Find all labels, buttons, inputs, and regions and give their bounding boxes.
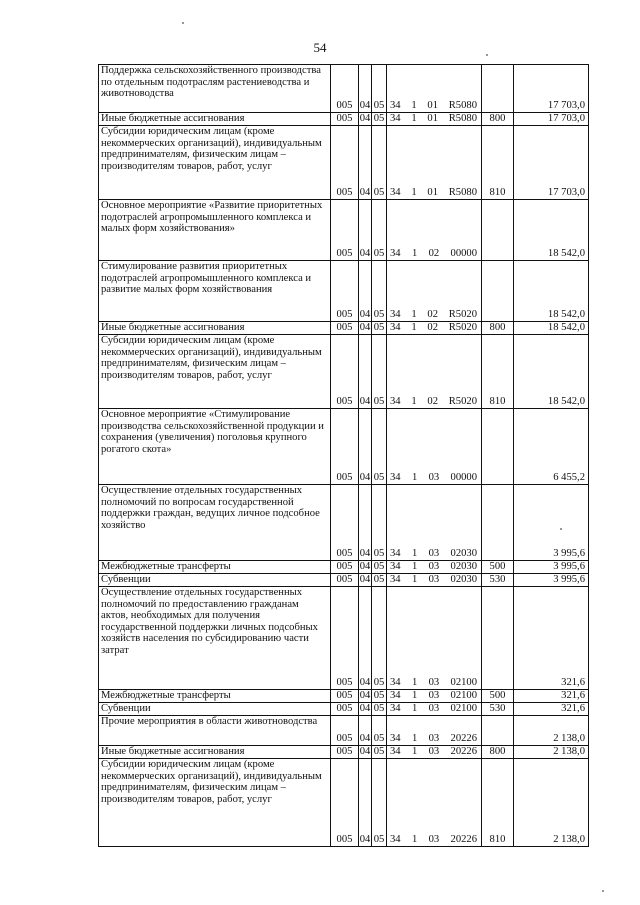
section-code: 04 [359, 587, 372, 690]
table-row [99, 759, 589, 847]
code-part: 34 [390, 746, 401, 758]
table-row [99, 261, 589, 322]
expense-type-code: 500 [482, 561, 514, 574]
code-part: 03 [428, 548, 440, 560]
code-part: 02100 [450, 677, 477, 689]
code-part: 1 [411, 309, 417, 321]
section-code: 04 [359, 261, 372, 322]
subsection-code: 05 [372, 335, 387, 409]
row-name: Осуществление отдельных государственных полномочий по предоставлению гражданам актов, необходимых для получения государственной поддержки личных подсобных хозяйств населения по субсидированию части затрат [99, 587, 331, 690]
table-row [99, 126, 589, 200]
ved-code: 005 [331, 703, 359, 716]
subsection-code: 05 [372, 759, 387, 847]
code-part: 20226 [450, 834, 477, 846]
row-name: Субсидии юридическим лицам (кроме некоммерческих организаций), индивидуальным предпринимателям, физическим лицам – производителям товаров, работ, услуг [99, 759, 331, 847]
code-part: 00000 [450, 472, 477, 484]
code-part: 02 [428, 248, 440, 260]
section-code: 04 [359, 322, 371, 334]
subsection-code: 05 [372, 561, 387, 574]
target-article-parts [389, 187, 479, 199]
ved-code: 005 [331, 716, 359, 746]
code-part: 03 [428, 703, 440, 715]
subsection-code: 05 [372, 200, 387, 261]
subsection-code: 05 [372, 409, 387, 485]
amount: 321,6 [514, 703, 589, 716]
target-article-code [387, 322, 482, 335]
amount: 321,6 [514, 690, 589, 703]
section-code: 04 [359, 65, 372, 113]
code-part: 34 [390, 248, 401, 260]
budget-table [98, 64, 589, 847]
subsection-code: 05 [372, 126, 387, 200]
expense-type-code: 800 [482, 113, 514, 126]
row-name: Осуществление отдельных государственных полномочий по вопросам государственной поддержки граждан, ведущих личное подсобное хозяйство [99, 485, 331, 561]
target-article-parts [389, 113, 479, 125]
target-article-parts [389, 746, 479, 758]
code-part: 1 [411, 677, 418, 689]
table-row [99, 587, 589, 690]
code-part: 34 [390, 100, 401, 112]
subsection-code: 05 [372, 716, 387, 746]
target-article-parts [389, 548, 479, 560]
code-part: 03 [428, 690, 440, 702]
code-part: 02030 [450, 574, 477, 586]
code-part: R5020 [448, 396, 477, 408]
code-part: 34 [390, 472, 401, 484]
expense-type-code: 800 [482, 322, 514, 335]
target-article-code [387, 716, 482, 746]
code-part: 1 [411, 100, 417, 112]
target-article-code [387, 485, 482, 561]
table-row [99, 690, 589, 703]
code-part: 02 [427, 309, 438, 321]
expense-type-code: 530 [482, 574, 514, 587]
amount: 18 542,0 [514, 200, 589, 261]
row-name: Иные бюджетные ассигнования [99, 746, 331, 759]
row-name: Субсидии юридическим лицам (кроме некоммерческих организаций), индивидуальным предпринимателям, физическим лицам – производителям товаров, работ, услуг [99, 335, 331, 409]
target-article-parts [389, 561, 479, 573]
row-name: Поддержка сельскохозяйственного производства по отдельным подотраслям растениеводства и животноводства [99, 65, 331, 113]
subsection-code: 05 [372, 587, 387, 690]
target-article-parts [389, 100, 479, 112]
expense-type-code: 810 [482, 335, 514, 409]
ved-code: 005 [331, 587, 359, 690]
code-part: 03 [428, 746, 440, 758]
amount: 2 138,0 [514, 759, 589, 847]
code-part: 02030 [450, 548, 477, 560]
table-row [99, 322, 589, 335]
ved-code: 005 [331, 113, 359, 126]
expense-type-code: 800 [482, 746, 514, 759]
row-name: Субсидии юридическим лицам (кроме некоммерческих организаций), индивидуальным предпринимателям, физическим лицам – производителям товаров, работ, услуг [99, 126, 331, 200]
code-part: 34 [390, 733, 401, 745]
code-part: 34 [390, 574, 401, 586]
code-part: 34 [390, 113, 401, 125]
code-part: 02100 [450, 703, 477, 715]
target-article-code [387, 574, 482, 587]
code-part: 34 [390, 690, 401, 702]
table-row [99, 746, 589, 759]
table-row [99, 716, 589, 746]
subsection-code: 05 [372, 703, 387, 716]
code-part: 34 [390, 561, 401, 573]
code-part: 03 [428, 677, 440, 689]
expense-type-code: 500 [482, 690, 514, 703]
code-part: 1 [411, 472, 418, 484]
subsection-code: 05 [372, 485, 387, 561]
code-part: 01 [427, 113, 438, 125]
code-part: 02030 [450, 561, 477, 573]
section-code: 04 [359, 716, 372, 746]
code-part: 02100 [450, 690, 477, 702]
row-name: Стимулирование развития приоритетных подотраслей агропромышленного комплекса и развитие малых форм хозяйствования [99, 261, 331, 322]
code-part: 1 [411, 561, 418, 573]
section-code: 04 [359, 485, 372, 561]
code-part: 00000 [450, 248, 477, 260]
target-article-code [387, 746, 482, 759]
row-name: Межбюджетные трансферты [99, 561, 331, 574]
table-row [99, 113, 589, 126]
code-part: 20226 [450, 746, 477, 758]
ved-code: 005 [331, 322, 359, 335]
ved-code: 005 [331, 574, 359, 587]
amount: 17 703,0 [514, 113, 589, 126]
table-row [99, 200, 589, 261]
expense-type-code [482, 200, 514, 261]
code-part: 1 [411, 113, 417, 125]
ved-code: 005 [331, 335, 359, 409]
target-article-parts [389, 309, 479, 321]
code-part: 01 [427, 187, 438, 199]
section-code: 04 [359, 574, 371, 586]
ved-code: 005 [331, 759, 359, 847]
target-article-code [387, 65, 482, 113]
code-part: 34 [390, 309, 401, 321]
code-part: 03 [428, 472, 440, 484]
section-code: 04 [359, 200, 372, 261]
expense-type-code [482, 485, 514, 561]
page-number: 54 [313, 40, 327, 55]
section-code: 04 [359, 409, 372, 485]
target-article-parts [389, 396, 479, 408]
row-name: Межбюджетные трансферты [99, 690, 331, 703]
code-part: 02 [427, 396, 438, 408]
target-article-parts [389, 703, 479, 715]
target-article-code [387, 587, 482, 690]
amount: 17 703,0 [514, 126, 589, 200]
table-row [99, 561, 589, 574]
expense-type-code [482, 65, 514, 113]
row-name: Прочие мероприятия в области животноводства [99, 716, 331, 746]
amount: 2 138,0 [514, 746, 589, 759]
section-code: 04 [359, 113, 371, 125]
row-name: Субвенции [99, 574, 331, 587]
amount: 3 995,6 [514, 574, 589, 587]
ved-code: 005 [331, 561, 359, 574]
row-name: Иные бюджетные ассигнования [99, 322, 331, 335]
code-part: 1 [411, 703, 418, 715]
target-article-parts [389, 472, 479, 484]
expense-type-code: 810 [482, 759, 514, 847]
code-part: R5020 [448, 309, 477, 321]
table-row [99, 65, 589, 113]
expense-type-code [482, 587, 514, 690]
code-part: 34 [390, 322, 401, 334]
expense-type-code [482, 716, 514, 746]
table-row [99, 703, 589, 716]
table-row [99, 409, 589, 485]
scan-speck [182, 22, 184, 24]
subsection-code: 05 [372, 746, 387, 759]
target-article-code [387, 200, 482, 261]
subsection-code: 05 [372, 574, 387, 587]
target-article-parts [389, 834, 479, 846]
expense-type-code: 530 [482, 703, 514, 716]
section-code: 04 [359, 759, 372, 847]
expense-type-code [482, 261, 514, 322]
section-code: 04 [359, 746, 371, 758]
code-part: 34 [390, 834, 401, 846]
ved-code: 005 [331, 200, 359, 261]
section-code: 04 [359, 690, 371, 702]
target-article-code [387, 261, 482, 322]
code-part: R5020 [448, 322, 477, 334]
table-row [99, 574, 589, 587]
target-article-code [387, 113, 482, 126]
section-code: 04 [359, 335, 372, 409]
table-row [99, 335, 589, 409]
code-part: 03 [428, 733, 440, 745]
code-part: 03 [428, 561, 440, 573]
scan-speck [602, 890, 604, 892]
code-part: R5080 [448, 113, 477, 125]
code-part: 1 [411, 187, 417, 199]
code-part: 34 [390, 703, 401, 715]
subsection-code: 05 [372, 261, 387, 322]
code-part: 34 [390, 677, 401, 689]
code-part: 1 [411, 396, 417, 408]
amount: 6 455,2 [514, 409, 589, 485]
scan-speck [560, 528, 562, 530]
code-part: 34 [390, 396, 401, 408]
row-name: Основное мероприятие «Развитие приоритетных подотраслей агропромышленного комплекса и малых форм хозяйствования» [99, 200, 331, 261]
target-article-code [387, 409, 482, 485]
target-article-code [387, 690, 482, 703]
code-part: R5080 [448, 187, 477, 199]
target-article-code [387, 126, 482, 200]
code-part: 1 [411, 574, 418, 586]
code-part: 1 [411, 834, 418, 846]
target-article-parts [389, 574, 479, 586]
subsection-code: 05 [372, 113, 387, 126]
code-part: 34 [390, 548, 401, 560]
subsection-code: 05 [372, 322, 387, 335]
amount: 321,6 [514, 587, 589, 690]
ved-code: 005 [331, 690, 359, 703]
target-article-parts [389, 690, 479, 702]
subsection-code: 05 [372, 690, 387, 703]
expense-type-code [482, 409, 514, 485]
subsection-code: 05 [372, 65, 387, 113]
target-article-code [387, 703, 482, 716]
row-name: Субвенции [99, 703, 331, 716]
amount: 3 995,6 [514, 561, 589, 574]
code-part: 1 [411, 548, 418, 560]
code-part: 1 [411, 248, 418, 260]
code-part: 34 [390, 187, 401, 199]
ved-code: 005 [331, 65, 359, 113]
target-article-code [387, 335, 482, 409]
code-part: 01 [427, 100, 438, 112]
row-name: Иные бюджетные ассигнования [99, 113, 331, 126]
amount: 18 542,0 [514, 322, 589, 335]
code-part: 1 [411, 746, 418, 758]
amount: 18 542,0 [514, 261, 589, 322]
target-article-parts [389, 677, 479, 689]
code-part: 03 [428, 574, 440, 586]
ved-code: 005 [331, 409, 359, 485]
section-code: 04 [359, 126, 372, 200]
target-article-parts [389, 322, 479, 334]
scan-speck [486, 54, 488, 56]
code-part: 03 [428, 834, 440, 846]
table-body [99, 65, 589, 847]
code-part: 20226 [450, 733, 477, 745]
code-part: 1 [411, 733, 418, 745]
ved-code: 005 [331, 261, 359, 322]
amount: 17 703,0 [514, 65, 589, 113]
code-part: R5080 [448, 100, 477, 112]
target-article-parts [389, 248, 479, 260]
amount: 18 542,0 [514, 335, 589, 409]
section-code: 04 [359, 561, 371, 573]
table-row [99, 485, 589, 561]
amount: 2 138,0 [514, 716, 589, 746]
code-part: 02 [427, 322, 438, 334]
amount: 3 995,6 [514, 485, 589, 561]
section-code: 04 [359, 703, 371, 715]
code-part: 1 [411, 690, 418, 702]
ved-code: 005 [331, 126, 359, 200]
target-article-parts [389, 733, 479, 745]
code-part: 1 [411, 322, 417, 334]
expense-type-code: 810 [482, 126, 514, 200]
ved-code: 005 [331, 746, 359, 759]
row-name: Основное мероприятие «Стимулирование производства сельскохозяйственной продукции и сохранения (увеличения) поголовья крупного рогатого скота» [99, 409, 331, 485]
ved-code: 005 [331, 485, 359, 561]
target-article-code [387, 759, 482, 847]
target-article-code [387, 561, 482, 574]
